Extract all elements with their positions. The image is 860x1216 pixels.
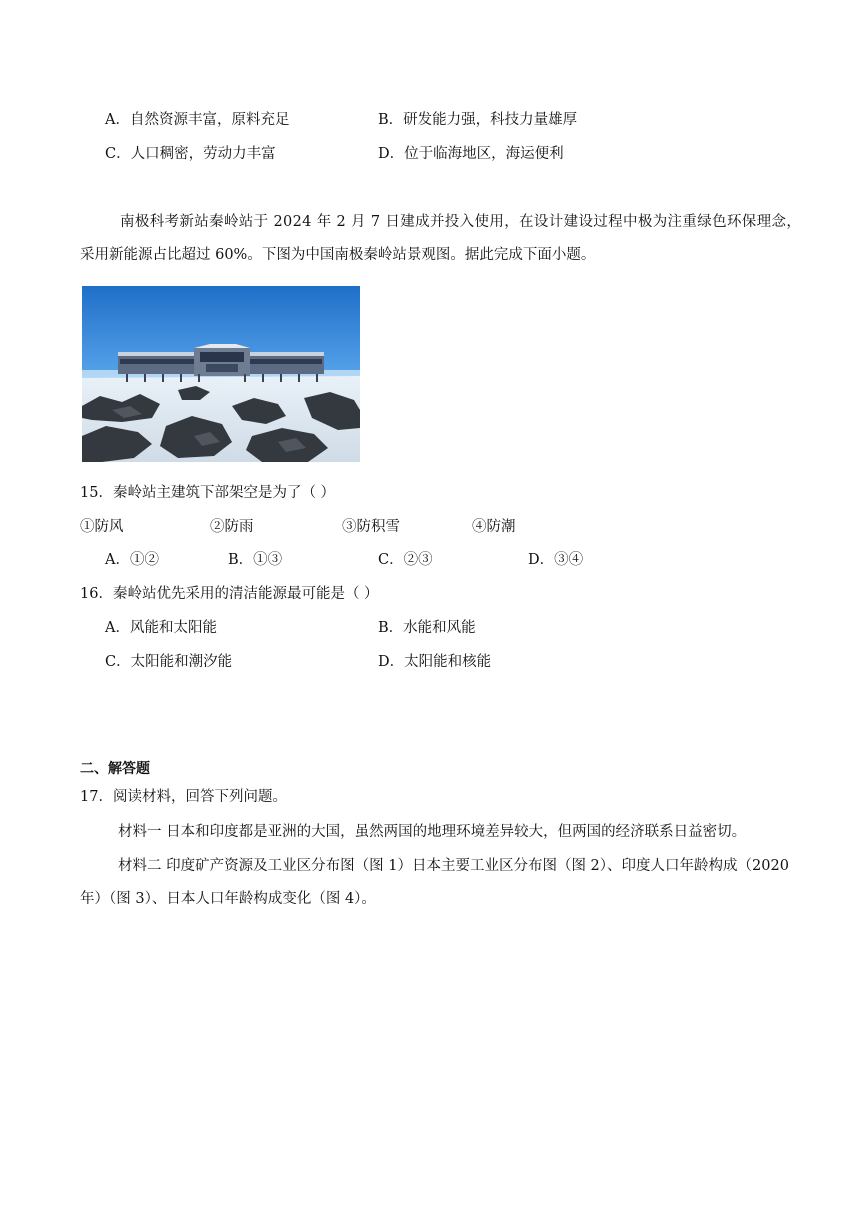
section-heading: 二、解答题 (80, 761, 150, 777)
q14-option-b: B．研发能力强，科技力量雄厚 (378, 112, 578, 128)
q15-stem: 15．秦岭站主建筑下部架空是为了（ ） (80, 485, 336, 501)
q16-option-d: D．太阳能和核能 (378, 654, 492, 670)
q14-option-c: C．人口稠密，劳动力丰富 (105, 146, 276, 162)
q17-material-2-line-1: 材料二 印度矿产资源及工业区分布图（图 1）日本主要工业区分布图（图 2）、印度人口年龄构成（2020 (118, 858, 789, 874)
qinling-station-photo (82, 286, 360, 462)
q15-item-2: ②防雨 (210, 519, 254, 535)
q16-option-a: A．风能和太阳能 (105, 620, 217, 636)
q17-stem: 17．阅读材料，回答下列问题。 (80, 789, 287, 805)
q15-item-1: ①防风 (80, 519, 124, 535)
q15-option-c: C．②③ (378, 552, 433, 568)
q14-option-a: A．自然资源丰富，原料充足 (105, 112, 290, 128)
q15-option-a: A．①② (105, 552, 159, 568)
q15-option-b: B．①③ (228, 552, 283, 568)
q14-option-d: D．位于临海地区，海运便利 (378, 146, 564, 162)
q17-material-1: 材料一 日本和印度都是亚洲的大国，虽然两国的地理环境差异较大，但两国的经济联系日益密切。 (118, 824, 747, 840)
q16-stem: 16．秦岭站优先采用的清洁能源最可能是（ ） (80, 586, 379, 602)
q16-option-c: C．太阳能和潮汐能 (105, 654, 233, 670)
passage-line-2: 采用新能源占比超过 60%。下图为中国南极秦岭站景观图。据此完成下面小题。 (80, 247, 596, 263)
q16-option-b: B．水能和风能 (378, 620, 476, 636)
q15-option-d: D．③④ (528, 552, 584, 568)
q15-item-3: ③防积雪 (342, 519, 400, 535)
q15-item-4: ④防潮 (472, 519, 516, 535)
q17-material-2-line-2: 年）（图 3）、日本人口年龄构成变化（图 4）。 (80, 891, 376, 907)
passage-line-1: 南极科考新站秦岭站于 2024 年 2 月 7 日建成并投入使用，在设计建设过程中极为注重绿色环保理念， (120, 214, 802, 230)
